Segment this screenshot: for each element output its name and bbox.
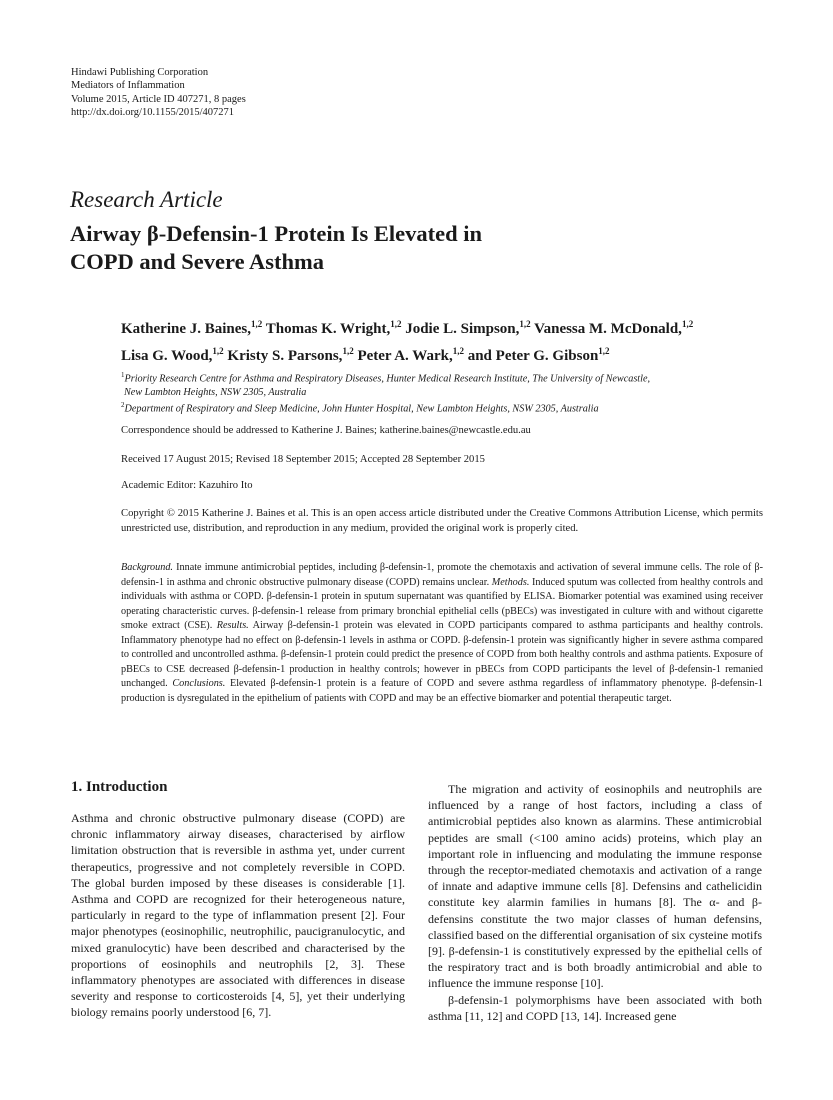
- publisher-name: Hindawi Publishing Corporation: [71, 67, 209, 78]
- received-dates: Received 17 August 2015; Revised 18 September 2015; Accepted 28 September 2015: [121, 454, 485, 465]
- journal-name: Mediators of Inflammation: [71, 80, 185, 92]
- affiliation-number: 1: [121, 371, 125, 379]
- author-affiliation: 1,2: [390, 319, 402, 329]
- author-name: and Peter G. Gibson: [467, 348, 599, 364]
- journal-header: [71, 66, 246, 119]
- author-name: Katherine J. Baines,: [121, 321, 251, 337]
- abstract: [121, 561, 763, 706]
- abstract-background: Innate immune antimicrobial peptides, including β-defensin-1, promote the chemotaxis and activation of several immune cells. The role of β-defensin-1 in asthma and chronic obstructive pulmonary disease (COPD) remains unclear.: [121, 562, 763, 588]
- section-heading: 1. Introduction: [71, 779, 168, 795]
- abstract-methods: Induced sputum was collected from healthy controls and individuals with asthma or COPD. β-defensin-1 protein in sputum supernatant was quantified by ELISA. Biomarker potential was examined using receiver operating characteristic curves. β-defensin-1 release from primary bronchial epithelial cells (pBECs) was investigated in culture with and without cigarette smoke extract (CSE).: [121, 576, 763, 631]
- intro-paragraph-1: Asthma and chronic obstructive pulmonary disease (COPD) are chronic inflammatory airway diseases, characterised by airflow limitation obstruction that is reversible in asthma yet, under current therapeutics, progressive and not completely reversible in COPD. The global burden imposed by these diseases is considerable [1]. Asthma and COPD are recognized for their heterogeneous nature, particularly in regard to the type of inflammation present [2]. Four major phenotypes (eosinophilic, neutrophilic, paucigranulocytic, and mixed granulocytic) have been described and characterised by the proportions of eosinophils and neutrophils [2, 3]. These inflammatory phenotypes are associated with differences in disease severity and response to corticosteroids [4, 5], yet their underlying biology remains poorly understood [6, 7].: [71, 811, 405, 1020]
- author-name: Thomas K. Wright,: [265, 321, 391, 337]
- author-name: Kristy S. Parsons,: [227, 348, 343, 364]
- author-line-1: [121, 313, 801, 340]
- title-line-2: COPD and Severe Asthma: [70, 249, 324, 274]
- affiliation-2: $^2$Department of Respiratory and Sleep Medicine, John Hunter Hospital, New Lambton Heights, NSW 2305, Australia: [121, 401, 599, 415]
- author-affiliation: 1,2: [452, 346, 464, 356]
- author-name: Jodie L. Simpson,: [405, 321, 520, 337]
- intro-paragraph-3: β-defensin-1 polymorphisms have been associated with both asthma [11, 12] and COPD [13, 14]. Increased gene: [428, 992, 762, 1023]
- abstract-background-label: Background.: [121, 562, 173, 573]
- abstract-results: Airway β-defensin-1 protein was elevated in COPD participants compared to asthma participants and healthy controls. Inflammatory phenotype had no effect on β-defensin-1 levels in asthma or COPD. β-defensin-1 protein was significantly higher in severe asthma compared to controlled and uncontrolled asthma. β-defensin-1 protein could predict the presence of COPD from both healthy controls and asthma patients. Exposure of pBECs to CSE decreased β-defensin-1 production in healthy controls; however in pBECs from COPD participants the level of β-defensin-1 remanied unchanged.: [121, 620, 764, 689]
- author-affiliation: 1,2: [251, 319, 263, 329]
- author-affiliation: 1,2: [681, 319, 694, 329]
- body-column-left: [71, 810, 405, 1021]
- affiliation-1-line-2: New Lambton Heights, NSW 2305, Australia: [124, 387, 307, 399]
- author-affiliation: 1,2: [519, 319, 531, 329]
- author-list: [121, 313, 801, 367]
- copyright-notice: Copyright © 2015 Katherine J. Baines et al. This is an open access article distributed under the Creative Commons Attribution License, which permits unrestricted use, distribution, and reproduction in any medium, provided the original work is properly cited.: [121, 508, 763, 534]
- article-type: Research Article: [70, 187, 223, 212]
- author-name: Vanessa M. McDonald,: [534, 321, 682, 337]
- abstract-conclusions: Elevated β-defensin-1 protein is a feature of COPD and severe asthma regardless of inflammatory phenotype. β-defensin-1 production is dysregulated in the epithelium of patients with COPD and may be an effective biomarker and potential therapeutic target.: [121, 678, 763, 704]
- academic-editor: Academic Editor: Kazuhiro Ito: [121, 480, 253, 491]
- author-name: Peter A. Wark,: [357, 348, 453, 364]
- doi-link[interactable]: http://dx.doi.org/10.1155/2015/407271: [71, 106, 235, 118]
- affiliation-1: [121, 368, 781, 400]
- abstract-conclusions-label: Conclusions.: [172, 678, 226, 689]
- author-line-2: [121, 340, 801, 367]
- title-line-1: Airway β-Defensin-1 Protein Is Elevated in: [70, 221, 483, 246]
- article-title: [70, 220, 690, 276]
- body-column-right: [428, 781, 762, 1024]
- abstract-methods-label: Methods.: [491, 576, 530, 588]
- affiliation-number: 2: [121, 401, 125, 409]
- author-affiliation: 1,2: [598, 346, 610, 356]
- author-affiliation: 1,2: [342, 346, 354, 356]
- correspondence: Correspondence should be addressed to Katherine J. Baines; katherine.baines@newcastle.edu.au: [121, 425, 531, 436]
- volume-info: Volume 2015, Article ID 407271, 8 pages: [71, 93, 246, 105]
- author-affiliation: 1,2: [212, 346, 224, 356]
- abstract-results-label: Results.: [216, 620, 249, 631]
- author-name: Lisa G. Wood,: [121, 348, 213, 364]
- affiliation-1-line-1: $^1$Priority Research Centre for Asthma and Respiratory Diseases, Hunter Medical Research Institute, The University of Newcastle,: [121, 371, 651, 385]
- intro-paragraph-2: The migration and activity of eosinophils and neutrophils are influenced by a range of host factors, including a class of antimicrobial peptides also known as alarmins. These antimicrobial peptides are small (<100 amino acids) proteins, which play an important role in influencing and modulating the immune response through the receptor-mediated chemotaxis and activation of a range of innate and adaptive immune cells [8]. Defensins and cathelicidin constitute key alarmin families in humans [8]. The α- and β-defensins constitute the two major classes of human defensins, classified based on the differential organisation of six cysteine motifs [9]. β-defensin-1 is constitutively expressed by the epithelial cells of the respiratory tract and is both broadly antimicrobial and able to influence the immune response [10].: [428, 782, 762, 991]
